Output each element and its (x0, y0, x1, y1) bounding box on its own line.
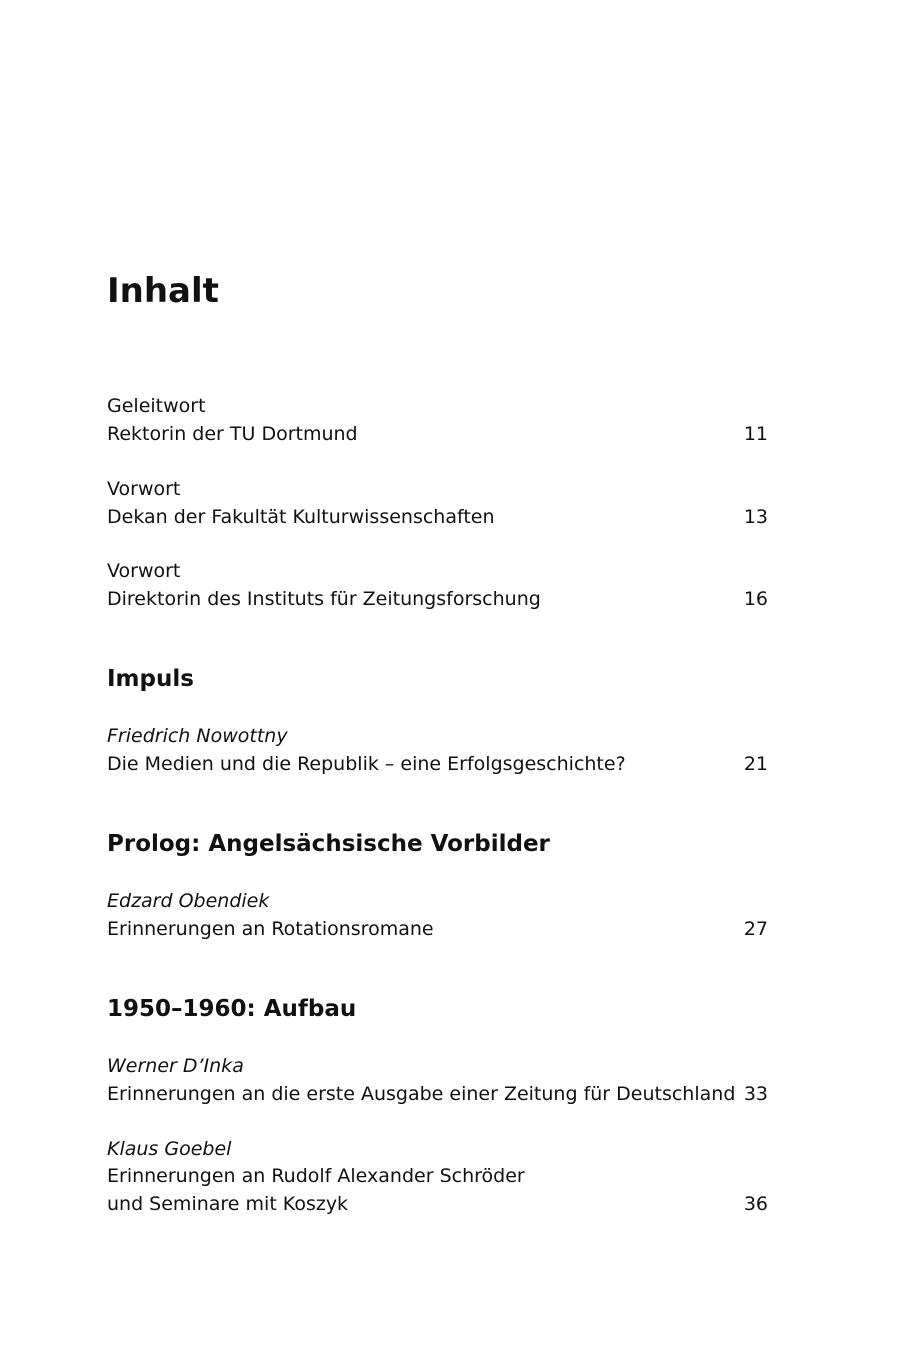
toc-entry-title: Erinnerungen an Rotationsromane (107, 918, 434, 940)
page-number: 33 (743, 1083, 768, 1105)
author-name: Friedrich Nowottny (107, 725, 288, 747)
section-heading: Impuls (107, 666, 194, 692)
section-heading: 1950–1960: Aufbau (107, 996, 357, 1022)
toc-entry-label: Vorwort (107, 478, 181, 500)
page-number: 13 (743, 506, 768, 528)
toc-entry-heading (107, 557, 768, 585)
toc-entry-label: Vorwort (107, 560, 181, 582)
page-number: 27 (743, 918, 768, 940)
toc-entry[interactable] (107, 1190, 768, 1218)
toc-entry-author (107, 1052, 768, 1080)
toc-entry[interactable] (107, 1080, 768, 1108)
toc-entry-title-line[interactable] (107, 1162, 768, 1190)
author-name: Werner D’Inka (107, 1055, 244, 1077)
author-name: Edzard Obendiek (107, 890, 270, 912)
page-number: 21 (743, 753, 768, 775)
toc-entry-title: Direktorin des Instituts für Zeitungsforschung (107, 588, 541, 610)
page-number: 16 (743, 588, 768, 610)
toc-entry-title: Dekan der Fakultät Kulturwissenschaften (107, 506, 495, 528)
page-number: 36 (743, 1193, 768, 1215)
toc-entry-author (107, 887, 768, 915)
toc-entry-author (107, 1135, 768, 1163)
toc-entry[interactable] (107, 915, 768, 943)
toc-entry-title: Die Medien und die Republik – eine Erfolgsgeschichte? (107, 753, 626, 775)
toc-entry[interactable] (107, 750, 768, 778)
page-number: 11 (743, 423, 768, 445)
toc-entry-label: Geleitwort (107, 395, 206, 417)
toc-entry-heading (107, 392, 768, 420)
toc-entry-author (107, 722, 768, 750)
toc-entry-title: Erinnerungen an die erste Ausgabe einer Zeitung für Deutschland (107, 1083, 736, 1105)
toc-entry-title: und Seminare mit Koszyk (107, 1193, 349, 1215)
author-name: Klaus Goebel (107, 1138, 232, 1160)
toc-entry-heading (107, 475, 768, 503)
toc-entry[interactable] (107, 420, 768, 448)
toc-entry-title: Rektorin der TU Dortmund (107, 423, 358, 445)
section-heading: Prolog: Angelsächsische Vorbilder (107, 831, 550, 857)
toc-entry-title: Erinnerungen an Rudolf Alexander Schröder (107, 1165, 525, 1187)
toc-entry[interactable] (107, 503, 768, 531)
page-title: Inhalt (107, 271, 219, 311)
toc-entry[interactable] (107, 585, 768, 613)
